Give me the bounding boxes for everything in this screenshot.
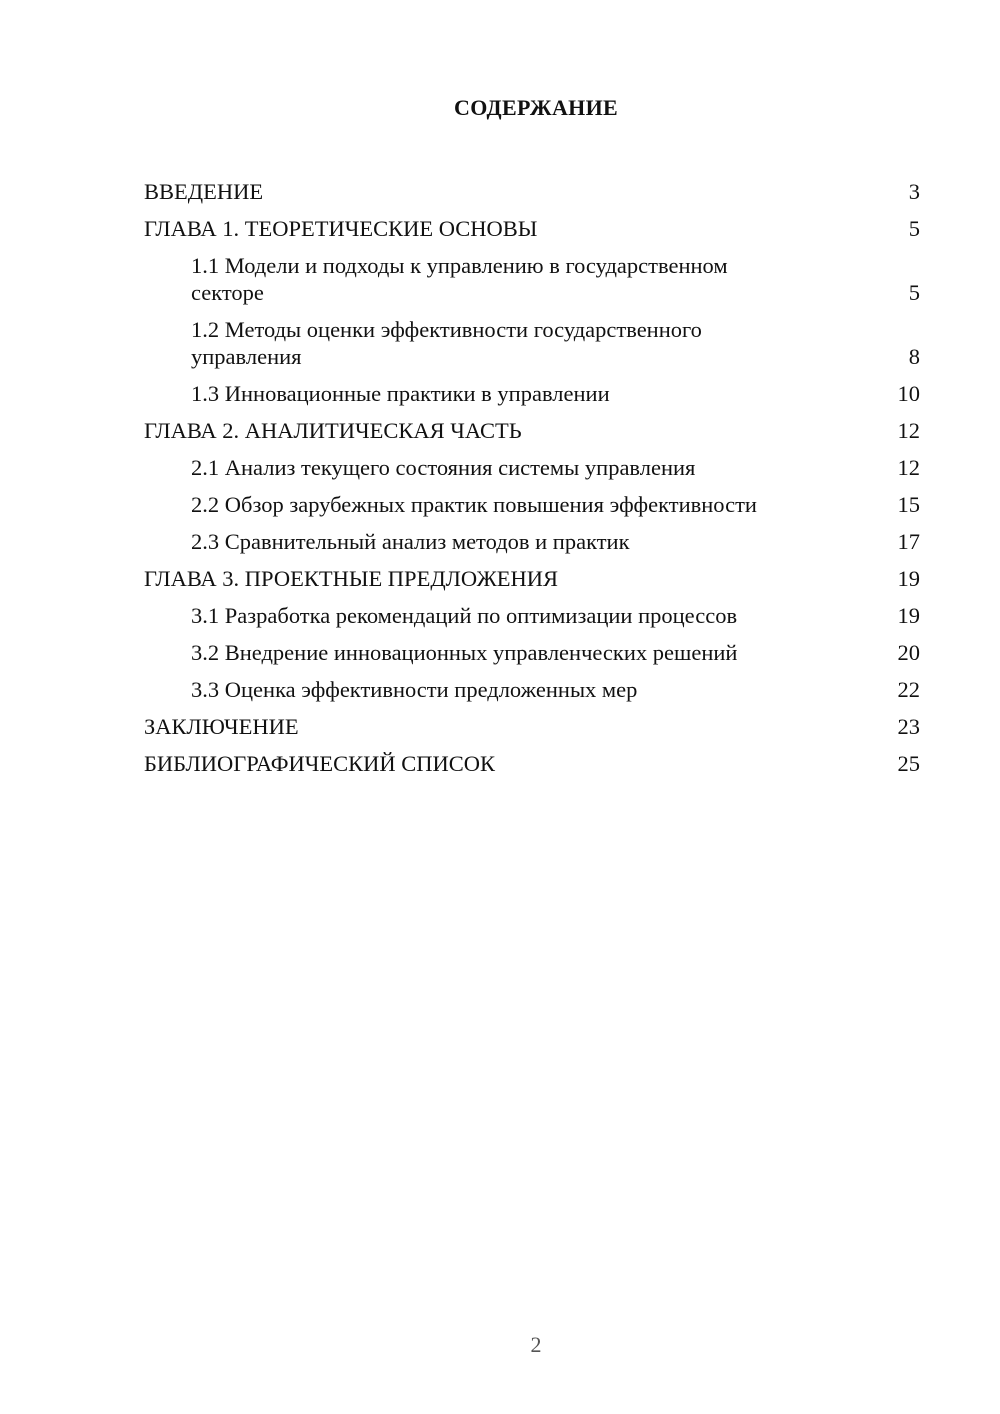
toc-entry-page: 19: [897, 566, 920, 591]
toc-entry-label: 3.2 Внедрение инновационных управленческих решений: [191, 640, 738, 665]
toc-entry-label: 1.3 Инновационные практики в управлении: [191, 381, 610, 406]
toc-entry-label: ГЛАВА 1. ТЕОРЕТИЧЕСКИЕ ОСНОВЫ: [144, 216, 538, 241]
toc-entry-page: 12: [897, 455, 920, 480]
toc-entry-section-1-2[interactable]: [144, 306, 920, 370]
toc-entry-page: 3: [908, 179, 920, 204]
toc-entry-label: 2.2 Обзор зарубежных практик повышения эффективности: [191, 492, 757, 517]
toc-entry-section-3-2[interactable]: [144, 629, 920, 666]
toc-entry-label: 1.2 Методы оценки эффективности государственного управления: [191, 317, 702, 369]
toc-entry-page: 10: [897, 381, 920, 406]
toc-entry-page: 23: [897, 714, 920, 739]
table-of-contents: [144, 168, 920, 777]
page-title: СОДЕРЖАНИЕ: [454, 95, 618, 120]
toc-entry-chapter-2[interactable]: [144, 407, 920, 444]
toc-entry-page: 25: [897, 751, 920, 776]
toc-entry-section-3-1[interactable]: [144, 592, 920, 629]
toc-entry-page: 19: [897, 603, 920, 628]
toc-entry-chapter-1[interactable]: [144, 205, 920, 242]
toc-entry-page: 22: [897, 677, 920, 702]
toc-entry-page: 8: [908, 344, 920, 369]
toc-entry-section-1-1[interactable]: [144, 242, 920, 306]
toc-entry-label: ГЛАВА 2. АНАЛИТИЧЕСКАЯ ЧАСТЬ: [144, 418, 522, 443]
toc-entry-bibliography[interactable]: [144, 740, 920, 777]
toc-entry-page: 5: [908, 280, 920, 305]
toc-entry-page: 15: [897, 492, 920, 517]
toc-entry-label: БИБЛИОГРАФИЧЕСКИЙ СПИСОК: [144, 751, 496, 776]
toc-entry-section-2-2[interactable]: [144, 481, 920, 518]
page-number: 2: [530, 1332, 542, 1357]
toc-entry-label: 1.1 Модели и подходы к управлению в государственном секторе: [191, 253, 728, 305]
toc-entry-section-1-3[interactable]: [144, 370, 920, 407]
toc-entry-chapter-3[interactable]: [144, 555, 920, 592]
toc-entry-label: ГЛАВА 3. ПРОЕКТНЫЕ ПРЕДЛОЖЕНИЯ: [144, 566, 559, 591]
toc-entry-label: ЗАКЛЮЧЕНИЕ: [144, 714, 299, 739]
toc-entry-section-2-3[interactable]: [144, 518, 920, 555]
toc-entry-introduction[interactable]: [144, 168, 920, 205]
toc-entry-section-3-3[interactable]: [144, 666, 920, 703]
toc-entry-label: 3.1 Разработка рекомендаций по оптимизации процессов: [191, 603, 738, 628]
toc-entry-page: 12: [897, 418, 920, 443]
toc-entry-page: 20: [897, 640, 920, 665]
toc-entry-label: 3.3 Оценка эффективности предложенных мер: [191, 677, 638, 702]
toc-entry-label: 2.1 Анализ текущего состояния системы управления: [191, 455, 696, 480]
toc-entry-conclusion[interactable]: [144, 703, 920, 740]
toc-entry-page: 17: [897, 529, 920, 554]
toc-entry-section-2-1[interactable]: [144, 444, 920, 481]
toc-entry-label: 2.3 Сравнительный анализ методов и практик: [191, 529, 630, 554]
toc-entry-page: 5: [908, 216, 920, 241]
toc-entry-label: ВВЕДЕНИЕ: [144, 179, 264, 204]
